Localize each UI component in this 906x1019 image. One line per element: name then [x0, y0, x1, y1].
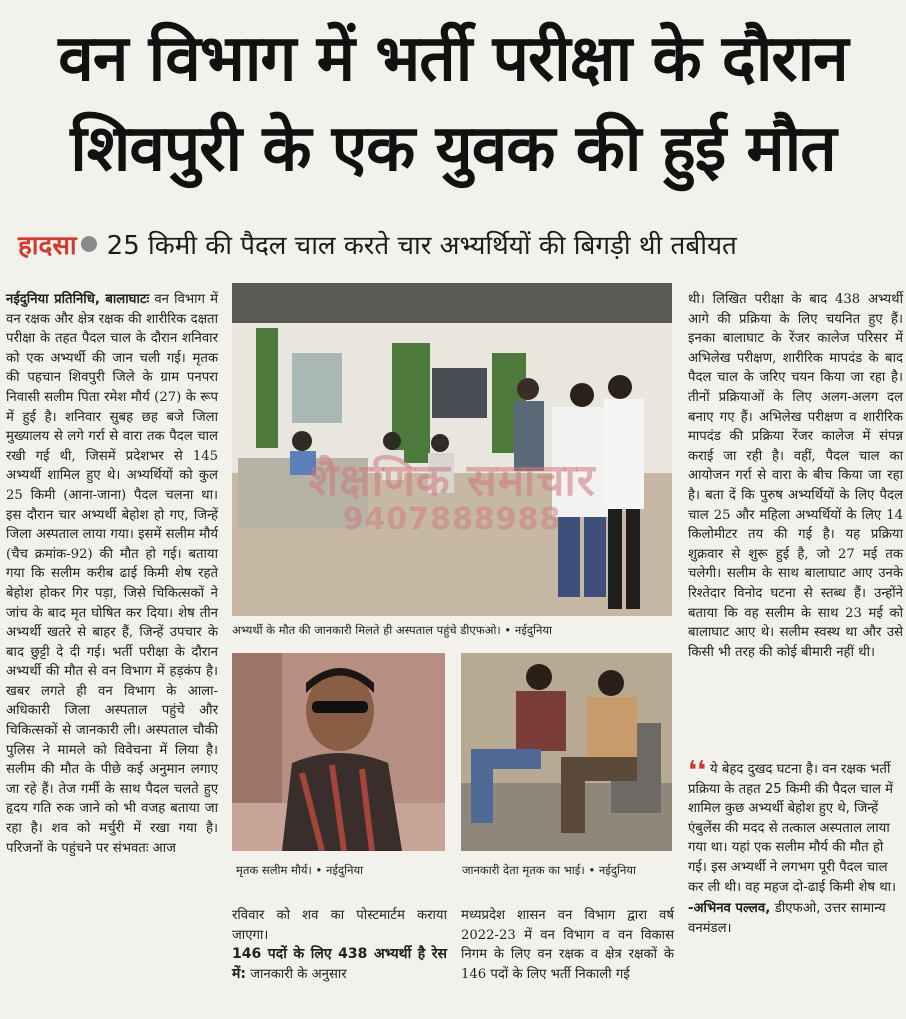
article-column-3: [688, 290, 903, 662]
photo-victim: [232, 653, 445, 851]
column-3-body: थी। लिखित परीक्षा के बाद 438 अभ्यर्थी आगे की प्रक्रिया के लिए चयनित हुए हैं। इनका बालाघाट के रेंजर कालेज परिसर में अभिलेख परीक्षण, शारीरिक मापदंड के बाद पैदल चाल के जरिए चयन किया जा रहा है। तीनों प्रक्रियाओं के लिए अलग-अलग दल बनाए गए हैं। अभिलेख परीक्षण व शारीरिक मापदंड की प्रक्रिया रेंजर कालेज में संपन्न कराई जा रही है। वहीं, पैदल चाल का आयोजन गर्रा से वारा के बीच किया जा रहा है। बता दें कि पुरुष अभ्यर्थियों के लिए पैदल चाल 25 और महिला अभ्यर्थियों के लिए 14 किलोमीटर तय की गई है। यह प्रक्रिया शुक्रवार से शुरू हुई है, जो 27 मई तक चलेगी। सलीम के साथ बालाघाट आए उनके रिश्तेदार विनोद घटना से स्तब्ध हैं। उन्होंने बताया कि वह सलीम के साथ 23 मई को बालाघाट आए थे। सलीम स्वस्थ था और उसे किसी भी तरह की कोई बीमारी नहीं थी।: [688, 292, 903, 660]
subhead-text: 25 किमी की पैदल चाल करते चार अभ्यर्थियों की बिगड़ी थी तबीयत: [106, 231, 737, 261]
column-2a-body-2: जानकारी के अनुसार: [250, 966, 347, 982]
column-1-body: वन विभाग में वन रक्षक और क्षेत्र रक्षक की शारीरिक दक्षता परीक्षा के तहत पैदल चाल के दौरान शनिवार को एक अभ्यर्थी की जान चली गई। मृतक की पहचान शिवपुरी जिले के ग्राम पनपरा निवासी सलीम पिता रमेश मौर्य (27) के रूप में हुई है। शनिवार सुबह छह बजे जिला मुख्यालय से लगे गर्रा से वारा तक पैदल चाल रखी गई थी, जिसमें प्रदेशभर से 145 अभ्यर्थी शामिल हुए थे। अभ्यर्थियों को कुल 25 किमी (आना-जाना) पैदल चलना था। इस दौरान चार अभ्यर्थी बेहोश हो गए, जिन्हें जिला अस्पताल लाया गया। इसमें सलीम मौर्य (चैच क्रमांक-92) की मौत हो गई। बताया गया कि सलीम करीब ढाई किमी शेष रहते बेहोश होकर गिर पड़ा, जिसे चिकित्सकों ने जांच के बाद मृत घोषित कर दिया। शेष तीन अभ्यर्थी खतरे से बाहर हैं, जिन्हें उपचार के बाद छुट्टी दे दी गई। भर्ती परीक्षा के दौरान अभ्यर्थी की मौत से वन विभाग में हड़कंप है। खबर लगते ही वन विभाग के आला-अधिकारी जिला अस्पताल पहुंचे और चिकित्सकों से जानकारी ली। अस्पताल चौकी पुलिस ने मामले को विवेचना में लिया है। सलीम की मौत के पीछे कई अनुमान लगाए जा रहे हैं। तेज गर्मी के साथ पैदल चलते हुए हृदय गति रुक जाने को भी वजह बताया जा रहा है। शव को मर्चुरी में रखा गया है। परिजनों के पहुंचने पर संभवतः आज: [6, 292, 218, 856]
article-column-1: [6, 290, 218, 858]
quote-mark-icon: ❛❛: [688, 756, 707, 786]
watermark: [232, 448, 672, 537]
quote-signature: -अभिनव पल्लव,: [688, 901, 771, 917]
dfo-quote: [688, 756, 903, 938]
headline-line-2: शिवपुरी के एक युवक की हुई मौत: [70, 112, 836, 186]
quote-text: ये बेहद दुखद घटना है। वन रक्षक भर्ती प्रक्रिया के तहत 25 किमी की पैदल चाल में शामिल कुछ अभ्यर्थी बेहोश हुए थे, जिन्हें एंबुलेंस की मदद से तत्काल अस्पताल लाया गया था। यहां एक सलीम मौर्य की मौत हो गई। इस अभ्यर्थी ने लगभग पूरी पैदल चाल कर ली थी। वह महज दो-ढाई किमी शेष था।: [688, 762, 897, 895]
article-column-2a: [232, 906, 447, 984]
caption-main-photo: अभ्यर्थी के मौत की जानकारी मिलते ही अस्पताल पहुंचे डीएफओ। • नईदुनिया: [232, 623, 552, 637]
subheadline: [18, 226, 898, 266]
headline-line-1: वन विभाग में भर्ती परीक्षा के दौरान: [58, 22, 848, 96]
column-2b-body: मध्यप्रदेश शासन वन विभाग द्वारा वर्ष 2022-23 में वन विभाग व वन विकास निगम के लिए वन रक्षक व क्षेत्र रक्षकों के 146 पदों के लिए भर्ती निकाली गई: [461, 908, 674, 982]
caption-brother-photo: जानकारी देता मृतक का भाई। • नईदुनिया: [462, 863, 637, 877]
quote-signature-rest: डीएफओ, उत्तर सामान्य वनमंडल।: [688, 901, 886, 936]
headline: [0, 14, 906, 194]
relatives-seated-illustration: [461, 653, 672, 851]
victim-portrait-illustration: [232, 653, 445, 851]
photo-brother: [461, 653, 672, 851]
column-2a-body: रविवार को शव का पोस्टमार्टम कराया जाएगा।: [232, 908, 447, 943]
watermark-text: शैक्षणिक समाचार: [308, 455, 596, 506]
subhead-tag: हादसा: [18, 231, 77, 261]
watermark-number: 9407888988: [342, 502, 562, 537]
caption-victim-photo: मृतक सलीम मौर्य। • नईदुनिया: [236, 863, 364, 877]
article-column-2b: [461, 906, 674, 984]
bullet-dot-icon: [81, 236, 97, 252]
subheading-146-posts: 146 पदों के लिए 438 अभ्यर्थी है रेस में:: [232, 946, 447, 982]
byline: नईदुनिया प्रतिनिधि, बालाघाटः: [6, 292, 150, 307]
